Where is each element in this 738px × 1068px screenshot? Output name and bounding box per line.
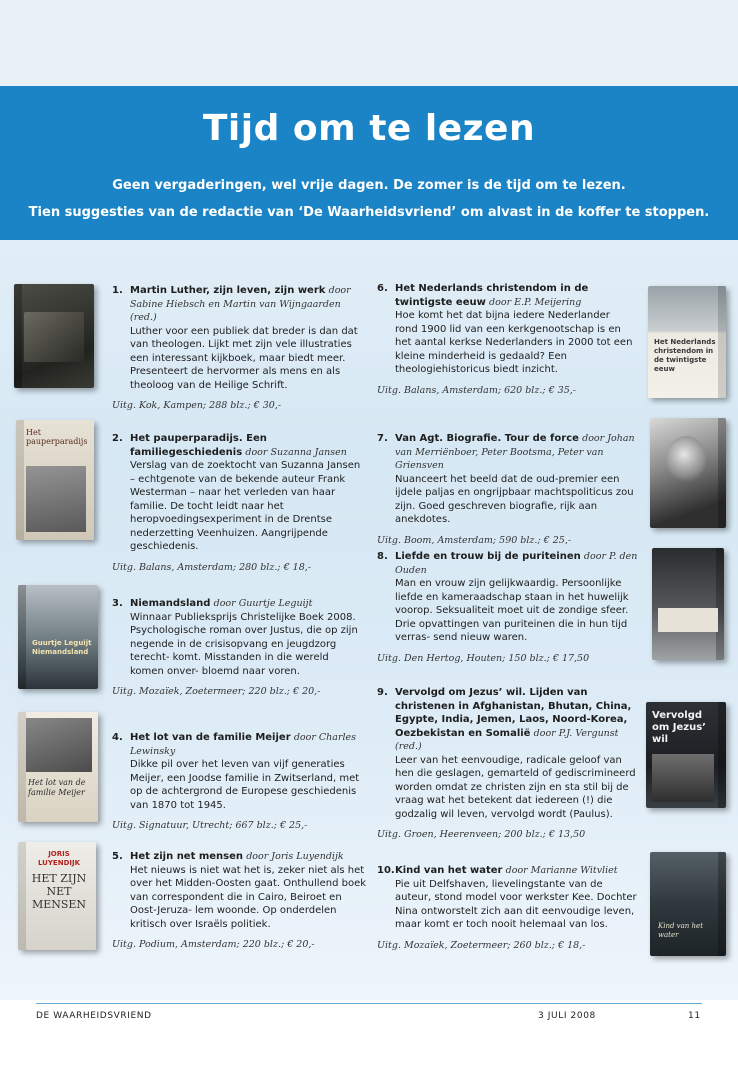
book-publisher: Uitg. Balans, Amsterdam; 280 blz.; € 18,- (112, 561, 311, 573)
book-publisher: Uitg. Den Hertog, Houten; 150 blz.; € 17,50 (377, 652, 590, 664)
book-cover-8 (652, 548, 724, 660)
book-byline: door Suzanna Jansen (245, 446, 347, 458)
banner-subtitle-2: Tien suggesties van de redactie van ‘De Waarheidsvriend’ om alvast in de koffer te stoppen. (28, 205, 710, 220)
book-entry-1 (112, 284, 364, 413)
book-title: Niemandsland (130, 598, 211, 609)
book-entry-8 (377, 550, 639, 665)
book-publisher: Uitg. Kok, Kampen; 288 blz.; € 30,- (112, 400, 282, 411)
book-byline: door E.P. Meijering (489, 296, 582, 308)
book-title: Vervolgd om Jezus’ wil. Lijden van christenen in Afghanistan, Bhutan, China, Egypte, India, Jemen, Laos, Noord-Korea, Oezbekistan en Somalië (395, 687, 632, 739)
book-description: Dikke pil over het leven van vijf generaties Meijer, een Joodse familie in Zwitserland, met op de achtergrond de Europese geschiedenis van 1870 tot 1945. (130, 759, 360, 811)
header-banner (0, 86, 738, 240)
book-title: Het pauperparadijs. Een familiegeschiedenis (130, 433, 267, 458)
book-entry-5 (112, 850, 366, 952)
book-entry-7 (377, 432, 639, 547)
book-cover-10 (650, 852, 726, 956)
cover-title: HET ZIJN NET MENSEN (31, 872, 87, 911)
book-title: Van Agt. Biografie. Tour de force (395, 433, 579, 444)
book-number: 1. (112, 285, 123, 296)
page-title: Tijd om te lezen (202, 108, 536, 149)
footer-rule (36, 1003, 702, 1004)
book-title: Martin Luther, zijn leven, zijn werk (130, 285, 326, 296)
book-number: 7. (377, 433, 388, 444)
book-publisher: Uitg. Boom, Amsterdam; 590 blz.; € 25,- (377, 534, 572, 546)
book-byline: door Johan van Merriënboer, Peter Bootsma, Peter van Griensven (395, 433, 635, 471)
footer-date: 3 JULI 2008 (538, 1011, 596, 1021)
book-description: Nuanceert het beeld dat de oud-premier een ijdele paljas en ongrijpbaar machtspoliticus zou zijn. Goed geschreven biografie, rijk aan anekdotes. (395, 473, 634, 525)
book-byline: door Sabine Hiebsch en Martin van Wijngaarden (red.) (130, 285, 351, 323)
book-title: Het lot van de familie Meijer (130, 732, 291, 743)
book-publisher: Uitg. Podium, Amsterdam; 220 blz.; € 20,- (112, 939, 315, 950)
book-number: 5. (112, 851, 123, 862)
book-number: 3. (112, 598, 123, 609)
book-description: Luther voor een publiek dat breder is dan dat van theologen. Lijkt met zijn vele illustraties een interessant kijkboek, maar biedt meer. Presenteert de hervormer als mens en als theoloog van de Heilige Schrift. (130, 325, 358, 391)
footer-publication: DE WAARHEIDSVRIEND (36, 1011, 152, 1021)
book-number: 8. (377, 551, 388, 562)
book-cover-3 (18, 585, 98, 689)
book-entry-6 (377, 282, 635, 397)
cover-title: Het Nederlands christendom in de twintigste eeuw (654, 338, 716, 373)
book-description: Leer van het eenvoudige, radicale geloof van hen die geslagen, gemarteld of gediscrimineerd worden omdat ze christen zijn en sta stil bij de vraag wat het betekent dat iedereen (!) die godzalig wil leven, vervolgd wordt (Paulus). (395, 754, 636, 820)
cover-title: Vervolgd om Jezus’ wil (652, 710, 706, 745)
cover-author: JORIS LUYENDIJK (37, 850, 81, 867)
cover-title: Het pauperparadijs (26, 428, 88, 446)
book-publisher: Uitg. Signatuur, Utrecht; 667 blz.; € 25,- (112, 820, 308, 831)
book-entry-9 (377, 686, 641, 842)
book-description: Hoe komt het dat bijna iedere Nederlander rond 1900 lid van een kerkgenootschap is en het aantal kerkse Nederlanders in 2000 tot een kleine minderheid is gedaald? Een theologiehistoricus biedt inzicht. (395, 310, 633, 375)
book-cover-2 (16, 420, 94, 540)
book-number: 2. (112, 433, 123, 444)
book-byline: door P.J. Vergunst (red.) (395, 727, 619, 752)
book-entry-4 (112, 731, 366, 833)
book-publisher: Uitg. Mozaïek, Zoetermeer; 220 blz.; € 20,- (112, 686, 321, 697)
cover-title: Kind van het water (658, 922, 704, 939)
book-byline: door Charles Lewinsky (130, 732, 357, 757)
footer-page-number: 11 (688, 1011, 701, 1021)
book-publisher: Uitg. Balans, Amsterdam; 620 blz.; € 35,- (377, 384, 576, 396)
book-number: 4. (112, 732, 123, 743)
book-publisher: Uitg. Mozaïek, Zoetermeer; 260 blz.; € 18,- (377, 939, 586, 951)
book-cover-6 (648, 286, 726, 398)
book-cover-4 (18, 712, 98, 822)
cover-title: Guurtje Leguijt Niemandsland (32, 639, 92, 656)
book-entry-3 (112, 597, 364, 699)
book-number: 6. (377, 283, 388, 294)
book-byline: door Joris Luyendijk (246, 851, 344, 862)
book-entry-10 (377, 864, 639, 952)
book-number: 10. (377, 865, 395, 876)
top-strip (0, 0, 738, 86)
book-cover-5 (18, 842, 96, 950)
book-title: Kind van het water (395, 865, 503, 876)
book-title: Liefde en trouw bij de puriteinen (395, 551, 581, 562)
book-cover-9 (646, 702, 726, 808)
banner-subtitle-1: Geen vergaderingen, wel vrije dagen. De zomer is de tijd om te lezen. (112, 178, 626, 193)
book-description: Man en vrouw zijn gelijkwaardig. Persoonlijke liefde en kameraadschap staan in het huwelijk voorop. Seksualiteit moet uit de zondige sfeer. Drie opvattingen van puriteinen die in hun tijd verras- send nieuw waren. (395, 578, 629, 643)
book-byline: door P. den Ouden (395, 551, 638, 576)
book-cover-1 (14, 284, 94, 388)
book-entry-2 (112, 432, 366, 574)
book-title: Het zijn net mensen (130, 851, 244, 862)
book-description: Het nieuws is niet wat het is, zeker niet als het over het Midden-Oosten gaat. Onthullend boek van correspondent die in Cairo, Beiroet en Oost-Jeruza- lem woonde. Op onderdelen kritisch over Israëls politiek. (130, 864, 367, 930)
book-byline: door Guurtje Leguijt (213, 598, 313, 609)
book-description: Winnaar Publieksprijs Christelijke Boek 2008. Psychologische roman over Justus, die op zijn negende in de crisisopvang en jeugdzorg terecht- komt. Misstanden in die wereld komen onver- bloemd naar voren. (130, 611, 358, 677)
book-number: 9. (377, 687, 388, 698)
cover-title: Het lot van de familie Meijer (28, 778, 86, 797)
book-description: Verslag van de zoektocht van Suzanna Jansen – echtgenote van de bekende auteur Frank Westerman – naar het verleden van haar familie. De tocht leidt naar het heropvoedingsexperiment in de Drentse nederzetting Veenhuizen. Aangrijpende geschiedenis. (130, 460, 361, 552)
book-publisher: Uitg. Groen, Heerenveen; 200 blz.; € 13,50 (377, 829, 586, 840)
book-description: Pie uit Delfshaven, lievelingstante van de auteur, stond model voor werkster Kee. Dochter Nina ontworstelt zich aan dit eenvoudige leven, maar komt er toch nooit helemaal van los. (395, 878, 637, 930)
book-byline: door Marianne Witvliet (505, 865, 618, 876)
book-cover-7 (650, 418, 726, 528)
book-title: Het Nederlands christendom in de twintigste eeuw (395, 283, 589, 308)
